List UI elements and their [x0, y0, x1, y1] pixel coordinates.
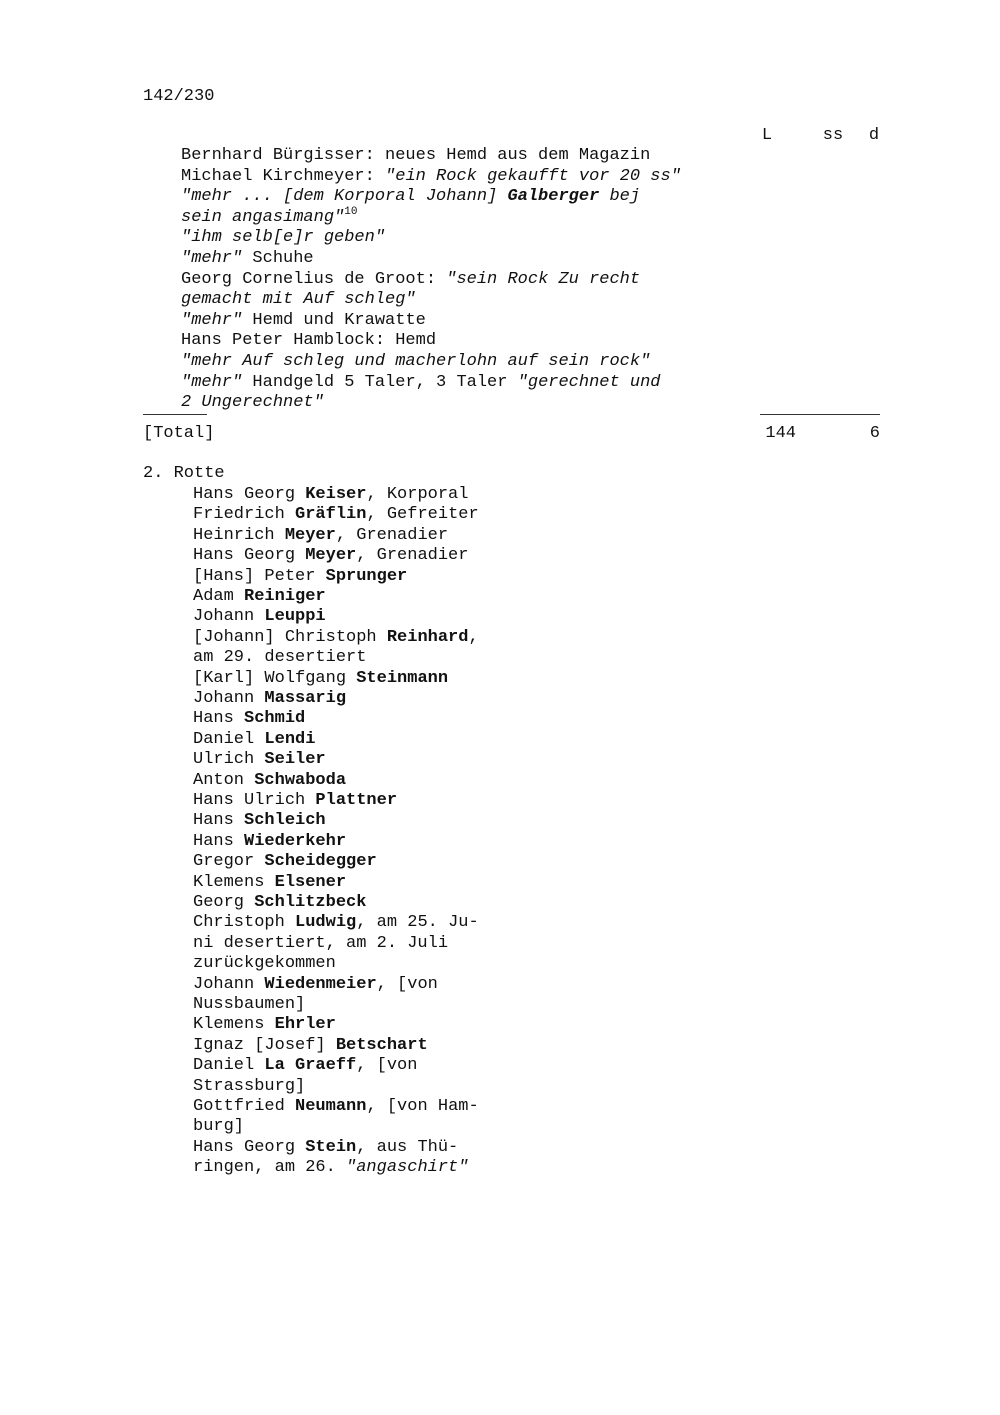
text-run: "ihm selb[e]r geben" [181, 228, 386, 248]
total-label: [Total] [143, 424, 215, 443]
text-run: Hans [193, 709, 245, 729]
text-run: "mehr Auf schleg und macherlohn auf sein rock" [181, 352, 651, 371]
entry-description [181, 393, 324, 413]
total-l: 144 [765, 424, 796, 443]
text-run: Georg Cornelius de Groot: [181, 269, 447, 289]
roster-entry-line [193, 546, 468, 566]
text-run: Hans Ulrich [193, 791, 316, 810]
roster-entry-line [193, 669, 448, 689]
surname: Scheidegger [264, 852, 377, 872]
text-run: Ulrich [193, 750, 265, 770]
text-run: zurückgekommen [193, 954, 336, 974]
text-run: am 29. desertiert [193, 648, 367, 668]
roster-entry-line [193, 873, 346, 893]
text-run: Klemens [193, 872, 275, 892]
roster-entry-line [193, 771, 346, 791]
text-run: Daniel [193, 1056, 265, 1076]
text-run: Adam [193, 587, 245, 606]
surname: Neumann [295, 1097, 367, 1116]
roster-entry-line [193, 1077, 305, 1097]
text-run: , Grenadier [356, 546, 469, 566]
text-run: ni desertiert, am 2. Juli [193, 933, 449, 953]
text-run: Gottfried [193, 1097, 296, 1116]
text-run: Gregor [193, 852, 265, 872]
surname: Reiniger [244, 587, 326, 606]
text-run: Johann [193, 974, 265, 994]
text-run: 2 Ungerechnet" [181, 393, 324, 413]
text-run: Bernhard Bürgisser: neues Hemd aus dem Magazin [181, 146, 651, 165]
page-number: 142/230 [143, 87, 215, 106]
entry-description [181, 228, 385, 248]
text-run: Schuhe [242, 249, 314, 268]
surname: Wiederkehr [244, 831, 347, 851]
entry-description [181, 352, 650, 372]
entry-description [181, 373, 661, 393]
text-run: Hans Peter Hamblock: Hemd [181, 331, 437, 351]
column-header-d: d [868, 126, 880, 145]
roster-entry-line [193, 832, 346, 852]
text-run: gemacht mit Auf schleg" [181, 290, 416, 310]
text-run: , Korporal [366, 485, 469, 504]
roster-entry-line [193, 485, 468, 505]
text-run: Hans [193, 811, 245, 831]
text-run: burg] [193, 1117, 245, 1137]
divider-left [143, 414, 207, 415]
text-run: Hans [193, 831, 245, 851]
text-run: [Johann] Christoph [193, 627, 387, 647]
text-run: Johann [193, 607, 265, 627]
text-run: "mehr" [181, 249, 243, 268]
roster-entry-line [193, 934, 448, 954]
surname: Elsener [274, 872, 347, 892]
surname: Seiler [264, 750, 326, 770]
roster-entry-line [193, 1036, 428, 1056]
surname: Ludwig [295, 913, 357, 933]
roster-entry-line [193, 526, 448, 546]
roster-entry-line [193, 1015, 336, 1035]
text-run: Friedrich [193, 505, 296, 525]
text-run: "mehr" [181, 372, 243, 392]
column-header-l: L [761, 126, 773, 145]
text-run: , aus Thü- [356, 1137, 459, 1157]
surname: Ehrler [274, 1015, 336, 1035]
entry-description [181, 311, 426, 331]
surname: Leuppi [264, 607, 326, 627]
text-run: Georg [193, 893, 255, 912]
roster-entry-line [193, 505, 479, 525]
surname: Meyer [305, 546, 357, 566]
total-d: 6 [869, 424, 880, 443]
surname: Galberger [507, 187, 600, 207]
entry-description [181, 249, 314, 269]
rotte-heading: 2. Rotte [143, 464, 225, 483]
surname: Stein [305, 1137, 357, 1157]
surname: Sprunger [325, 566, 408, 586]
text-run: sein angasimang" [181, 207, 345, 227]
surname: Meyer [284, 525, 336, 545]
surname: Schmid [244, 709, 306, 729]
text-run: , [468, 627, 479, 647]
footnote-marker: 10 [344, 205, 358, 218]
text-run: Heinrich [193, 525, 285, 545]
text-run: Hemd und Krawatte [242, 310, 426, 330]
text-run: , am 25. Ju- [356, 913, 479, 933]
roster-entry-line [193, 791, 397, 811]
text-run: "angaschirt" [346, 1158, 469, 1178]
text-run: , Gefreiter [366, 505, 479, 525]
text-run: Nussbaumen] [193, 995, 306, 1014]
text-run: "sein Rock Zu recht [446, 269, 641, 289]
roster-entry-line [193, 607, 326, 627]
divider-right [760, 414, 880, 415]
roster-entry-line [193, 587, 326, 607]
text-run: ringen, am 26. [193, 1158, 347, 1178]
roster-entry-line [193, 730, 315, 750]
surname: Schlitzbeck [254, 893, 367, 912]
text-run: Daniel [193, 729, 265, 749]
roster-entry-line [193, 975, 438, 995]
text-run: Christoph [193, 913, 296, 933]
text-run: "ein Rock gekaufft vor 20 ss" [385, 166, 681, 186]
text-run: , [von [356, 1056, 418, 1076]
text-run: Michael Kirchmeyer: [181, 166, 386, 186]
entry-description [181, 187, 640, 207]
roster-entry-line [193, 954, 336, 974]
roster-entry-line [193, 913, 479, 933]
surname: Gräflin [295, 505, 367, 525]
roster-entry-line [193, 1056, 417, 1076]
column-header-ss: ss [822, 126, 844, 145]
roster-entry-line [193, 995, 305, 1015]
text-run: [Karl] Wolfgang [193, 668, 357, 688]
text-run: Strassburg] [193, 1076, 306, 1096]
text-run: Handgeld 5 Taler, 3 Taler [242, 372, 518, 392]
roster-entry-line [193, 628, 479, 648]
roster-entry-line [193, 1158, 468, 1178]
text-run: Klemens [193, 1015, 275, 1035]
text-run: "mehr ... [dem Korporal Johann] [181, 187, 508, 207]
entry-description [181, 167, 681, 187]
roster-entry-line [193, 1097, 479, 1117]
text-run: Anton [193, 770, 255, 790]
roster-entry-line [193, 1138, 458, 1158]
surname: Keiser [305, 485, 367, 504]
entry-description [181, 290, 416, 310]
roster-entry-line [193, 648, 366, 668]
text-run: bej [599, 187, 641, 207]
entry-description [181, 331, 436, 351]
text-run: "gerechnet und [517, 372, 661, 392]
surname: Betschart [335, 1035, 428, 1055]
surname: Steinmann [356, 668, 449, 688]
roster-entry-line [193, 811, 326, 831]
roster-entry-line [193, 689, 346, 709]
roster-entry-line [193, 567, 407, 587]
entry-description [181, 270, 640, 290]
roster-entry-line [193, 750, 326, 770]
text-run: , [von Ham- [366, 1097, 479, 1116]
surname: Plattner [315, 791, 398, 810]
surname: Massarig [264, 689, 347, 708]
text-run: [Hans] Peter [193, 566, 326, 586]
text-run: Johann [193, 689, 265, 708]
surname: Schleich [244, 811, 326, 831]
roster-entry-line [193, 1117, 244, 1137]
text-run: Hans Georg [193, 546, 306, 566]
text-run: Ignaz [Josef] [193, 1035, 336, 1055]
roster-entry-line [193, 893, 366, 913]
text-run: Hans Georg [193, 485, 306, 504]
text-run: Hans Georg [193, 1137, 306, 1157]
surname: Wiedenmeier [264, 974, 377, 994]
roster-entry-line [193, 852, 377, 872]
roster-entry-line [193, 709, 305, 729]
surname: Lendi [264, 729, 316, 749]
entry-description [181, 146, 650, 166]
surname: Schwaboda [254, 770, 347, 790]
surname: La Graeff [264, 1056, 357, 1076]
text-run: , Grenadier [335, 525, 449, 545]
text-run: "mehr" [181, 310, 243, 330]
surname: Reinhard [386, 627, 469, 647]
text-run: , [von [376, 974, 438, 994]
entry-description [181, 205, 358, 228]
